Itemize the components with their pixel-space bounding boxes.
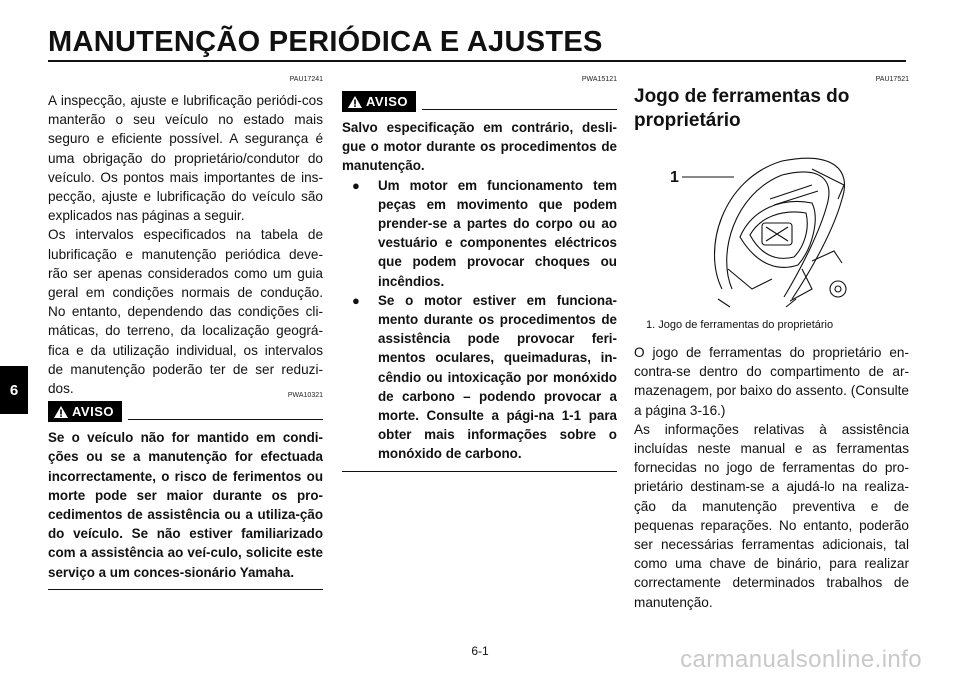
bullet-icon: ●	[352, 177, 360, 193]
warning-label: AVISO	[72, 404, 114, 420]
warning-triangle-icon	[54, 406, 68, 418]
column-1	[48, 76, 323, 590]
title-rule	[48, 60, 906, 62]
motorcycle-storage-illustration	[662, 139, 902, 309]
warning-end-rule	[342, 471, 617, 472]
chapter-tab: 6	[0, 366, 28, 414]
intervals-paragraph: Os intervalos especificados na tabela de lubrificação e manutenção periódica deve-rão ser apenas considerados como um guia geral em condições normais de condução. No entanto, dependendo das condições cli-máticas, do terreno, da localização geográ-fica e da utilização individual, os intervalos de manutenção poderão ter de ser reduzi-dos.	[48, 227, 323, 397]
section-title: Jogo de ferramentas do proprietário	[634, 86, 850, 131]
toolkit-figure	[662, 139, 902, 309]
column-3	[634, 76, 909, 612]
warning-code: PWA15121	[581, 76, 617, 83]
bullet-text: Um motor em funcionamento tem peças em movimento que podem prender-se a partes do corpo ou ao vestuário e componentes eléctricos que podem provocar choques ou incêndios.	[378, 177, 617, 289]
column-2	[342, 76, 617, 472]
warning-intro: Salvo especificação em contrário, desli-gue o motor durante os procedimentos de manutenção.	[342, 120, 617, 174]
bullet-icon: ●	[352, 292, 360, 308]
warning-box	[342, 91, 617, 472]
warning-text: Se o veículo não for mantido em condi-ções ou se a manutenção for efectuada incorrectamente, o risco de ferimentos ou morte pode ser maior durante os pro-cedimentos de assistência ou a utiliza-ção do veículo. Se não estiver familiarizado com a assistência ao veí-culo, solicite este serviço a um conces-sionário Yamaha.	[48, 430, 323, 580]
warning-triangle-icon	[348, 96, 362, 108]
figure-callout-number: 1	[670, 169, 679, 186]
service-info-paragraph: As informações relativas à assistência incluídas neste manual e as ferramentas fornecidas no jogo de ferramentas do pro-prietário destinam-se a ajudá-lo na realiza-ção da manutenção preventiva e de pequenas reparações. No entanto, poderão ser necessárias ferramentas adicionais, tal como uma chave de binário, para realizar correctamente determinados trabalhos de manutenção.	[634, 421, 909, 610]
warning-code: PWA10321	[287, 392, 323, 400]
warning-header-rule	[422, 109, 617, 110]
location-paragraph: O jogo de ferramentas do proprietário en-contra-se dentro do compartimento de ar-mazenagem, por baixo do assento. (Consulte a página 3-16.)	[634, 345, 909, 418]
list-item	[342, 291, 617, 464]
intro-paragraph: A inspecção, ajuste e lubrificação periódi-cos manterão o seu veículo no estado mais seguro e eficiente possível. A segurança é uma obrigação do proprietário/condutor do veículo. Os pontos mais importantes de ins-pecção, ajuste e lubrificação do veículo são explicados nas páginas a seguir.	[48, 93, 323, 224]
reference-code: PAU17241	[289, 76, 323, 83]
warning-badge	[342, 91, 416, 112]
list-item	[342, 176, 617, 291]
watermark: carmanualsonline.info	[680, 646, 922, 673]
bullet-text: Se o motor estiver em funciona-mento durante os procedimentos de assistência pode provocar feri-mentos oculares, queimaduras, in-cêndio ou intoxicação por monóxido de carbono – podendo provocar a morte. Consulte a pági-na 1-1 para obter mais informações sobre o monóxido de carbono.	[378, 292, 617, 462]
page-number: 6-1	[471, 644, 489, 658]
warning-end-rule	[48, 589, 323, 590]
reference-code: PAU17521	[875, 76, 909, 83]
figure-caption: 1. Jogo de ferramentas do proprietário	[646, 319, 834, 331]
page-title: MANUTENÇÃO PERIÓDICA E AJUSTES	[48, 26, 603, 58]
warning-header-rule	[128, 419, 323, 420]
warning-badge	[48, 401, 122, 422]
warning-label: AVISO	[366, 94, 408, 109]
warning-box	[48, 401, 323, 590]
